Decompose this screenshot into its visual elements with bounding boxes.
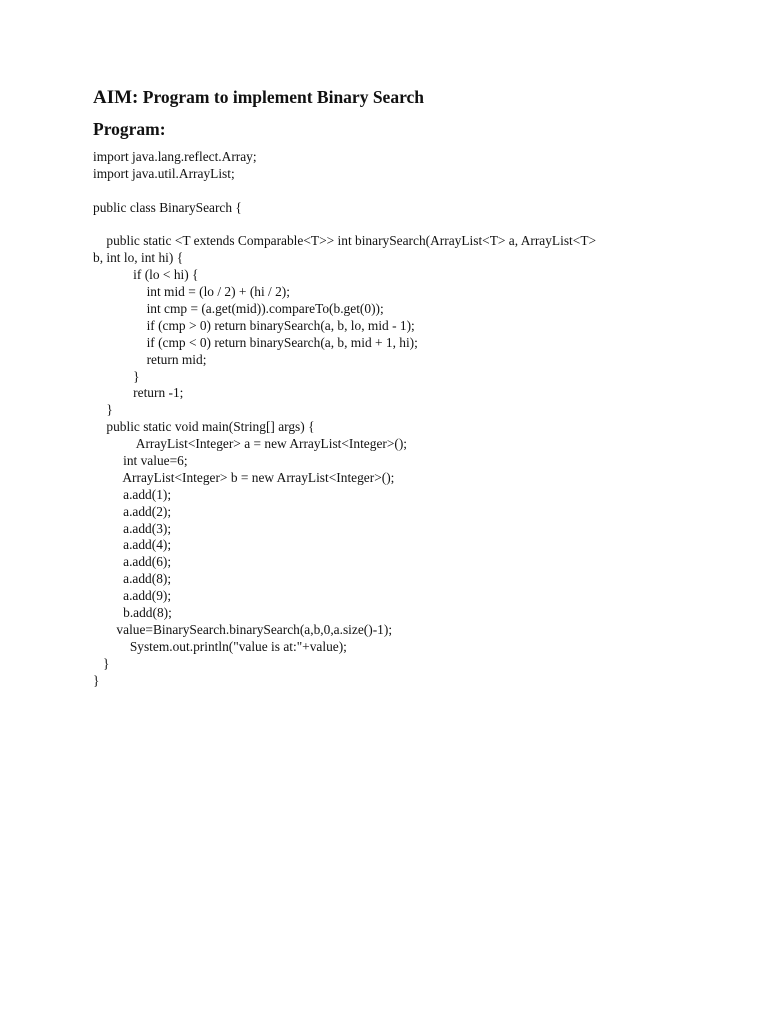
code-line: a.add(3); bbox=[93, 520, 172, 536]
code-line: return mid; bbox=[93, 351, 207, 367]
aim-heading bbox=[93, 86, 424, 109]
code-line: } bbox=[93, 368, 140, 384]
code-line: a.add(2); bbox=[93, 503, 172, 519]
code-line bbox=[93, 183, 713, 200]
code-line: public static <T extends Comparable<T>> int binarySearch(ArrayList<T> a, ArrayList<T> bbox=[93, 233, 597, 249]
code-line: } bbox=[93, 672, 100, 688]
code-line: a.add(8); bbox=[93, 571, 172, 587]
program-heading: Program: bbox=[93, 119, 166, 139]
code-line: if (cmp > 0) return binarySearch(a, b, lo, mid - 1); bbox=[93, 317, 415, 333]
code-line: public class BinarySearch { bbox=[93, 199, 242, 215]
code-line: b.add(8); bbox=[93, 605, 172, 621]
code-block bbox=[93, 149, 713, 690]
code-line: if (cmp < 0) return binarySearch(a, b, mid + 1, hi); bbox=[93, 334, 418, 350]
code-line: int value=6; bbox=[93, 453, 188, 469]
code-line: public static void main(String[] args) { bbox=[93, 419, 315, 435]
code-line: import java.lang.reflect.Array; bbox=[93, 149, 257, 164]
code-line: a.add(9); bbox=[93, 588, 172, 604]
code-line: if (lo < hi) { bbox=[93, 267, 199, 283]
code-line: b, int lo, int hi) { bbox=[93, 250, 184, 266]
code-line: a.add(1); bbox=[93, 486, 172, 502]
code-line: } bbox=[93, 655, 110, 671]
code-line: ArrayList<Integer> a = new ArrayList<Integer>(); bbox=[93, 436, 408, 452]
code-line: int mid = (lo / 2) + (hi / 2); bbox=[93, 284, 290, 300]
code-line: return -1; bbox=[93, 385, 184, 401]
code-line: import java.util.ArrayList; bbox=[93, 165, 235, 181]
code-line: System.out.println("value is at:"+value); bbox=[93, 638, 347, 654]
code-line: a.add(6); bbox=[93, 554, 172, 570]
aim-text: Program to implement Binary Search bbox=[142, 87, 425, 107]
code-line: int cmp = (a.get(mid)).compareTo(b.get(0)); bbox=[93, 301, 384, 317]
code-line bbox=[93, 217, 713, 234]
code-line: a.add(4); bbox=[93, 537, 172, 553]
code-line: value=BinarySearch.binarySearch(a,b,0,a.size()-1); bbox=[93, 621, 393, 637]
code-line: ArrayList<Integer> b = new ArrayList<Integer>(); bbox=[93, 469, 395, 485]
code-line: } bbox=[93, 402, 113, 418]
aim-label: AIM: bbox=[93, 87, 139, 108]
